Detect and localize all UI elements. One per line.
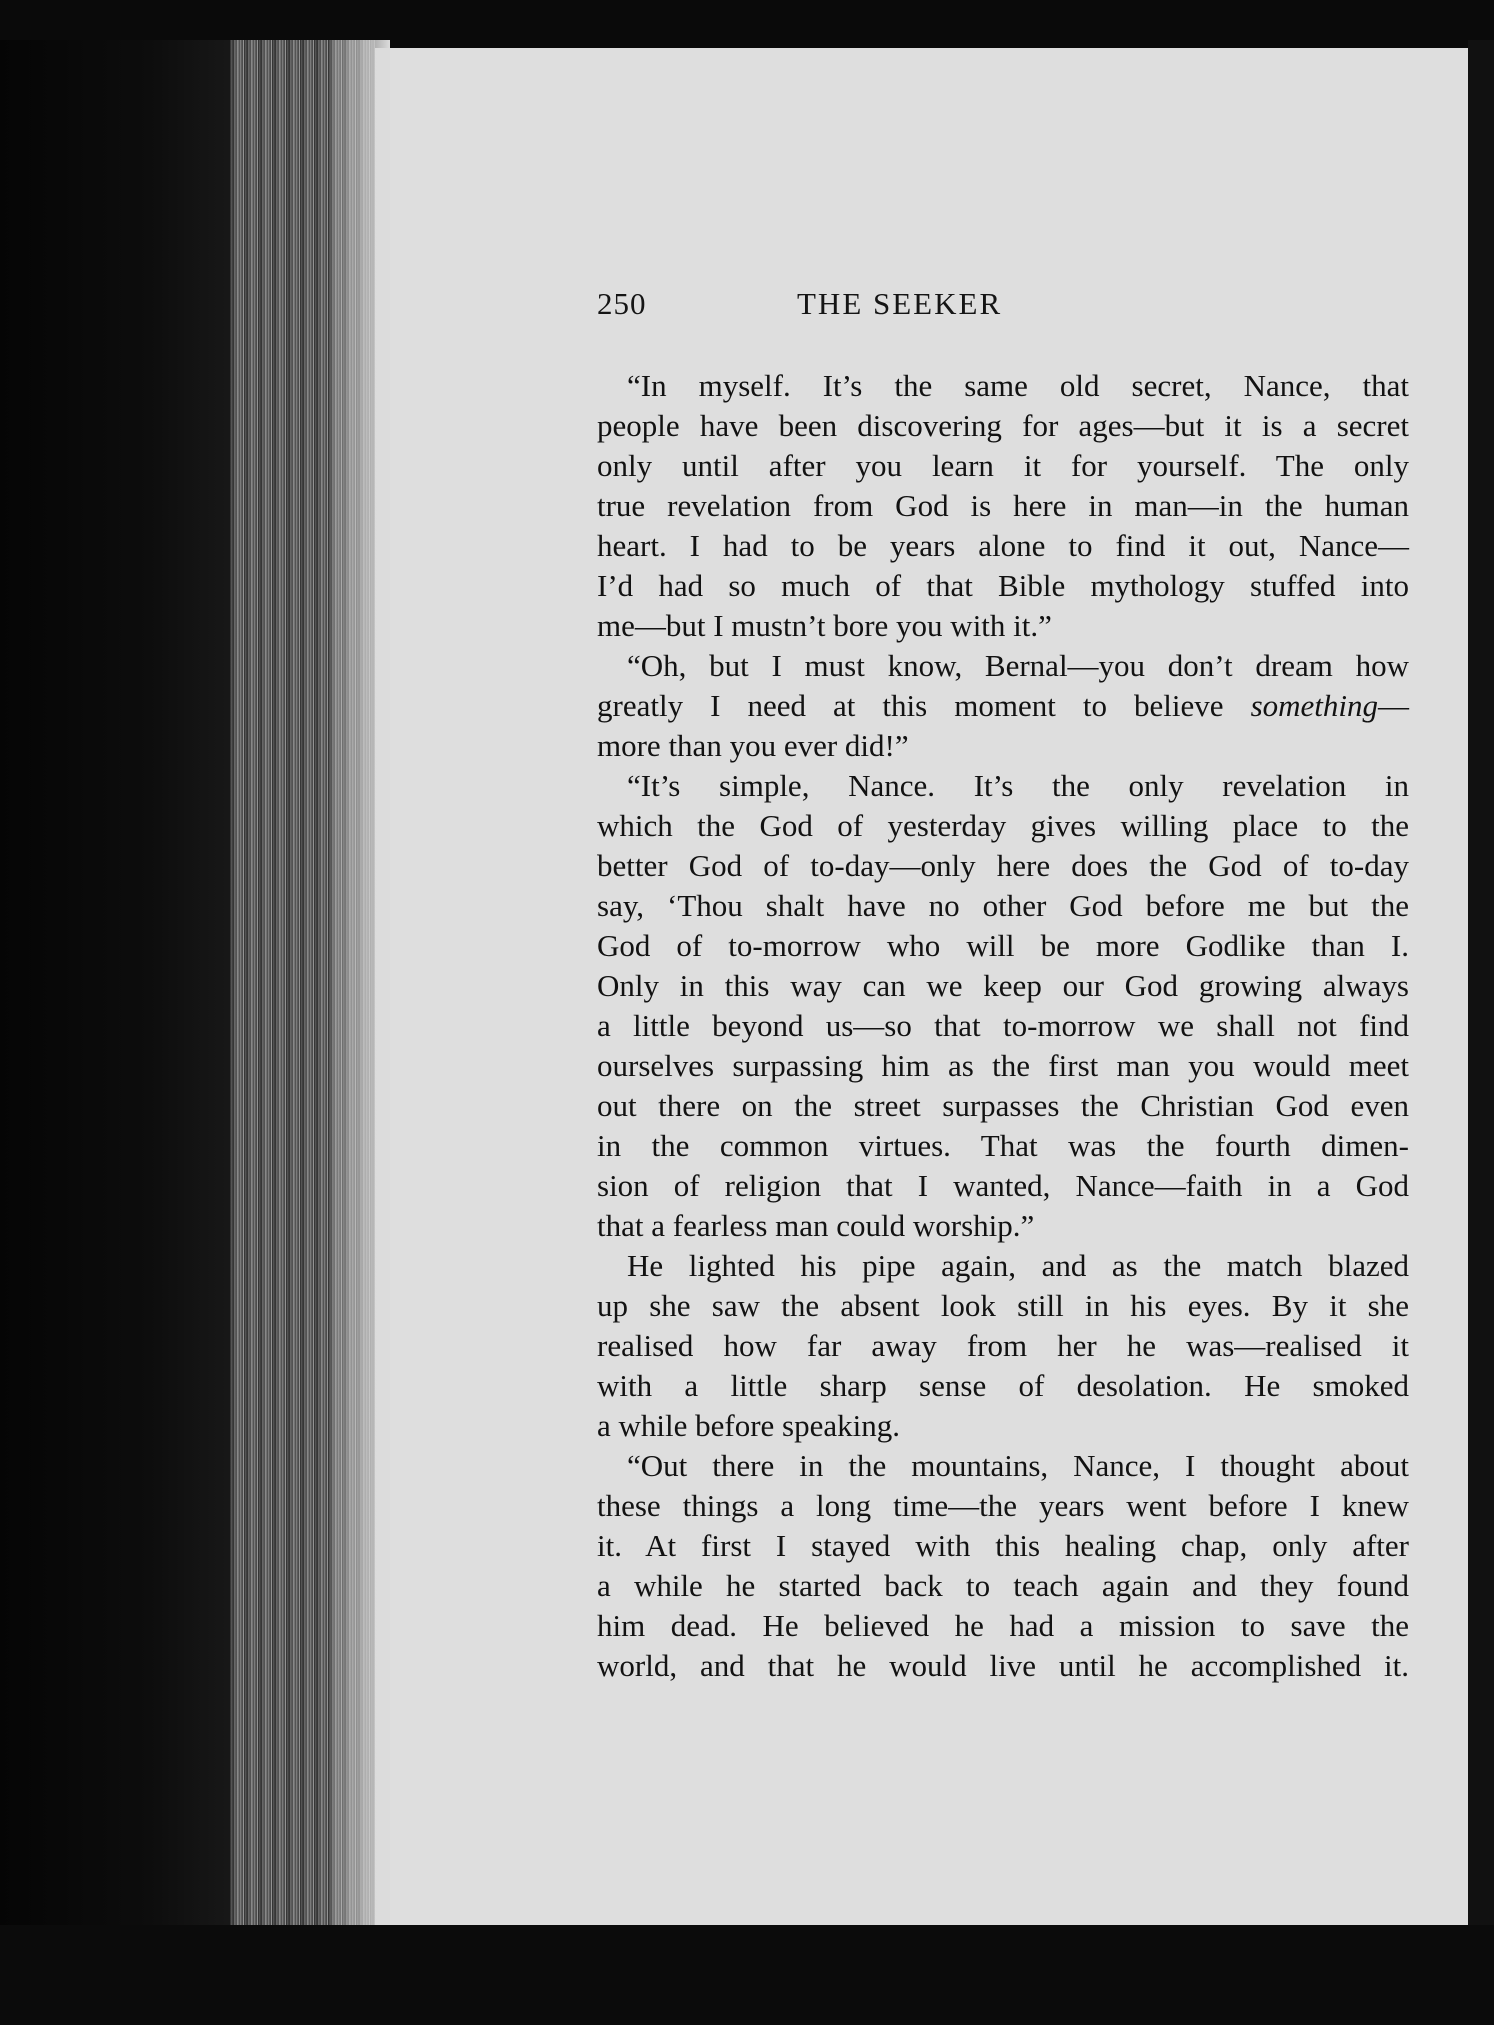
body-text	[597, 366, 1409, 1686]
text-line: true revelation from God is here in man—in the human	[597, 488, 1409, 523]
text-line: He lighted his pipe again, and as the match blazed	[627, 1248, 1409, 1283]
text-line: Only in this way can we keep our God growing always	[597, 968, 1409, 1003]
book-page	[375, 48, 1479, 1928]
running-head: THE SEEKER	[797, 286, 1003, 321]
text-line: say, ‘Thou shalt have no other God before me but the	[597, 888, 1409, 923]
text-line: him dead. He believed he had a mission to save the	[597, 1608, 1409, 1643]
text-line: it. At first I stayed with this healing chap, only after	[597, 1528, 1409, 1563]
text-line: more than you ever did!”	[597, 728, 909, 763]
text-line: up she saw the absent look still in his eyes. By it she	[597, 1288, 1409, 1323]
page-number: 250	[597, 286, 647, 321]
page-header	[597, 286, 1277, 330]
text-line: “Out there in the mountains, Nance, I thought about	[627, 1448, 1409, 1483]
text-line: world, and that he would live until he accomplished it.	[597, 1648, 1409, 1683]
text-line: with a little sharp sense of desolation. He smoked	[597, 1368, 1409, 1403]
text-line: me—but I mustn’t bore you with it.”	[597, 608, 1052, 643]
page-gutter-shadow	[330, 40, 390, 1930]
scan-bottom-border	[0, 1925, 1494, 2025]
text-line: only until after you learn it for yourself. The only	[597, 448, 1409, 483]
text-line: in the common virtues. That was the fourth dimen-	[597, 1128, 1409, 1163]
text-line: heart. I had to be years alone to find it out, Nance—	[597, 528, 1409, 563]
text-line: greatly I need at this moment to believe something—	[597, 688, 1409, 723]
text-line: a little beyond us—so that to-morrow we shall not find	[597, 1008, 1409, 1043]
emphasis-text: something	[1250, 688, 1378, 723]
text-line: sion of religion that I wanted, Nance—faith in a God	[597, 1168, 1409, 1203]
text-line: “Oh, but I must know, Bernal—you don’t dream how	[627, 648, 1409, 683]
text-line: “It’s simple, Nance. It’s the only revelation in	[627, 768, 1409, 803]
text-line: a while before speaking.	[597, 1408, 900, 1443]
text-line: I’d had so much of that Bible mythology stuffed into	[597, 568, 1409, 603]
text-line: people have been discovering for ages—but it is a secret	[597, 408, 1409, 443]
scan-right-border	[1468, 40, 1494, 1930]
text-line: that a fearless man could worship.”	[597, 1208, 1035, 1243]
text-line: realised how far away from her he was—realised it	[597, 1328, 1409, 1363]
text-line: God of to-morrow who will be more Godlike than I.	[597, 928, 1409, 963]
text-line: a while he started back to teach again and they found	[597, 1568, 1409, 1603]
text-line: ourselves surpassing him as the first man you would meet	[597, 1048, 1409, 1083]
text-line: these things a long time—the years went before I knew	[597, 1488, 1409, 1523]
text-line: “In myself. It’s the same old secret, Nance, that	[627, 368, 1409, 403]
text-line: which the God of yesterday gives willing place to the	[597, 808, 1409, 843]
text-line: better God of to-day—only here does the God of to-day	[597, 848, 1409, 883]
scan-left-border	[0, 40, 250, 1930]
text-line: out there on the street surpasses the Christian God even	[597, 1088, 1409, 1123]
